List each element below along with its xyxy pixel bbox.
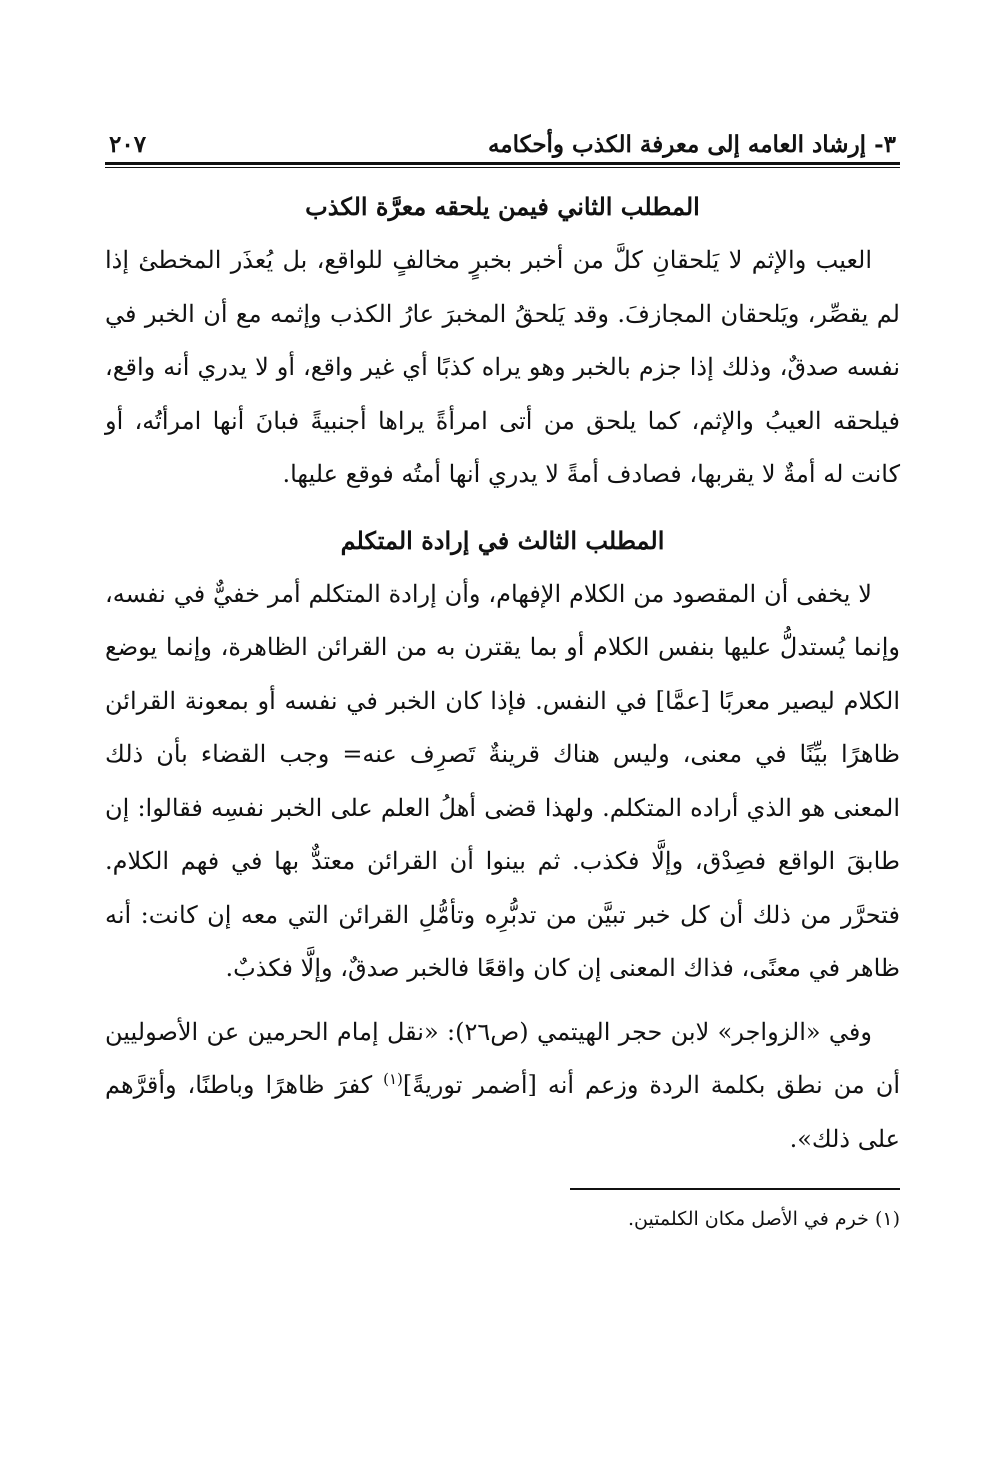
footnote-marker-1[interactable]: (١) <box>383 1070 403 1088</box>
page-number: ٢٠٧ <box>109 131 147 158</box>
quote-text-after: كفرَ ظاهرًا وباطنًا، وأقرَّهم على ذلك». <box>105 1071 900 1153</box>
footnote-1-marker: (١) <box>874 1208 900 1230</box>
quote-paragraph <box>105 1006 900 1167</box>
section-2-paragraph: العيب والإثم لا يَلحقانِ كلَّ من أخبر بخبرٍ مخالفٍ للواقع، بل يُعذَر المخطئ إذا لم يقصِّر، ويَلحقان المجازفَ. وقد يَلحقُ المخبرَ عارُ الكذب وإثمه مع أن الخبر في نفسه صدقٌ، وذلك إذا جزم بالخبر وهو يراه كذبًا أي غير واقع، أو لا يدري أنه واقع، فيلحقه العيبُ والإثم، كما يلحق من أتى امرأةً يراها أجنبيةً فبانَ أنها امرأتُه، أو كانت له أمةٌ لا يقربها، فصادف أمةً لا يدري أنها أمتُه فوقع عليها. <box>105 246 900 488</box>
footnote-separator <box>570 1188 900 1190</box>
footnote-1-text: خرم في الأصل مكان الكلمتين. <box>627 1208 869 1230</box>
footnote-1 <box>105 1204 900 1234</box>
section-heading-3: المطلب الثالث في إرادة المتكلم <box>340 525 665 555</box>
section-heading-2: المطلب الثاني فيمن يلحقه معرَّة الكذب <box>305 192 700 221</box>
section-3-paragraph: لا يخفى أن المقصود من الكلام الإفهام، وأن إرادة المتكلم أمر خفيٌّ في نفسه، وإنما يُستدلُّ عليها بنفس الكلام أو بما يقترن به من القرائن الظاهرة، وإنما يوضع الكلام ليصير معربًا [عمَّا] في النفس. فإذا كان الخبر في نفسه أو بمعونة القرائن ظاهرًا بيِّنًا في معنى، وليس هناك قرينةٌ تَصرِف عنه= وجب القضاء بأن ذلك المعنى هو الذي أراده المتكلم. ولهذا قضى أهلُ العلم على الخبر نفسِه فقالوا: إن طابقَ الواقع فصِدْق، وإلَّا فكذب. ثم بينوا أن القرائن معتدٌّ بها في فهم الكلام. فتحرَّر من ذلك أن كل خبر تبيَّن من تدبُّرِه وتأمُّلِ القرائن التي معه إن كانت: أنه ظاهر في معنًى، فذاك المعنى إن كان واقعًا فالخبر صدقٌ، وإلَّا فكذبٌ. <box>105 579 900 982</box>
header-rule-thin <box>105 167 900 168</box>
book-page <box>105 118 900 1234</box>
quote-text-before: وفي «الزواجر» لابن حجر الهيتمي (ص٢٦): «نقل إمام الحرمين عن الأصوليين أن من نطق بكلمة الردة وزعم أنه [أضمر توريةً] <box>105 1017 901 1099</box>
running-title: ٣- إرشاد العامه إلى معرفة الكذب وأحكامه <box>487 131 896 158</box>
running-header <box>105 118 900 158</box>
header-rule <box>105 162 900 165</box>
